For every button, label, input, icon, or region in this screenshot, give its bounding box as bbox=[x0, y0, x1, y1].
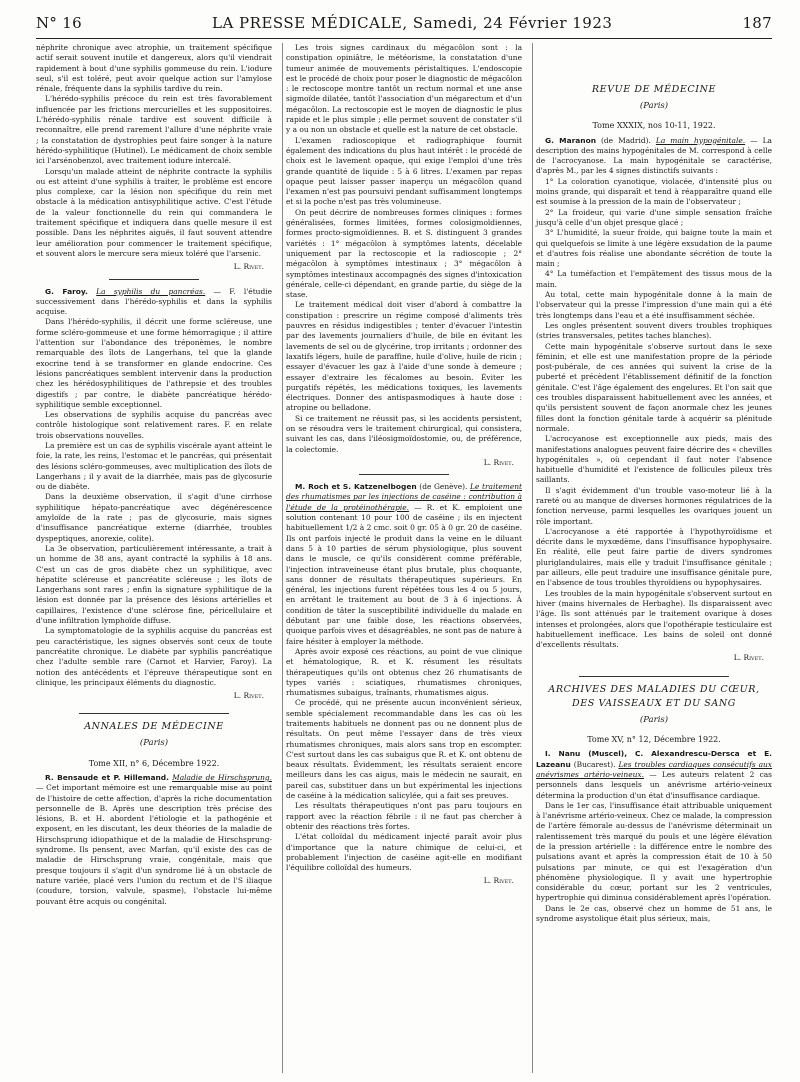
article-title: La main hypogénitale. bbox=[655, 135, 746, 145]
article-text: — Les auteurs relatent 2 cas personnels dans lesquels un anévrisme artério-veineux détermina la production d'un état d'insuffisance cardiaque. bbox=[536, 769, 772, 800]
paragraph: Les trois signes cardinaux du mégacôlon sont : la constipation opiniâtre, le météorisme, la constatation d'une tumeur animée de mouvements péristaltiques. L'endoscopie est le procédé de choix pour poser le diagnostic de mégacôlon : le rectoscope montre tantôt un rectum normal et une anse sigmoïde dilatée, tantôt l'association d'un mégarectum et d'un mégacôlon. La rectoscopie est le moyen de diagnostic le plus rapide et le plus simple ; elle permet souvent de constater s'il y a ou non un obstacle et quelle est la nature de cet obstacle. bbox=[286, 43, 522, 135]
top-spacer bbox=[536, 43, 772, 83]
article-heading bbox=[36, 287, 272, 318]
paragraph: 3° L'humidité, la sueur froide, qui baigne toute la main et qui quelquefois se limite à une légère exsudation de la paume et d'autres fois réalise une abondante sécrétion de toute la main ; bbox=[536, 228, 772, 269]
article-place: (de Madrid). bbox=[601, 135, 651, 145]
column-2 bbox=[286, 43, 522, 1073]
separator bbox=[359, 474, 449, 475]
paragraph: Dans l'hérédo-syphilis, il décrit une forme scléreuse, une forme scléro-gommeuse et une forme hémorragique ; il attire l'attention sur l'abondance des tréponèmes, le nombre remarquable des îlots de Langerhans, tel que la glande exocrine tend à se transformer en glande endocrine. Ces lésions pancréatiques semblent intervenir dans la production chez les hérédosyphilitiques de l'athrepsie et des troubles digestifs ; par contre, le diabète pancréatique hérédo-syphilitique semble exceptionnel. bbox=[36, 317, 272, 409]
article-text: — La description des mains hypogénitales de M. correspond à celle de l'acrocyanose. La main hypogénitale se caractérise, d'après M., par les 4 signes distinctifs suivants : bbox=[536, 135, 772, 176]
journal-place: (Paris) bbox=[639, 714, 669, 725]
paragraph: Au total, cette main hypogénitale donne à la main de l'observateur qui la presse l'impression d'une main qui a été très longtemps dans l'eau et a été insuffisamment séchée. bbox=[536, 290, 772, 320]
paragraph: La symptomatologie de la syphilis acquise du pancréas est peu caractéristique, les signes observés sont ceux de toute pancréatite chronique. Le diabète par syphilis pancréatique chez l'adulte semble rare (Carnot et Harvier, Faroy). La notion des antécédents et l'épreuve thérapeutique sont en clinique, les principaux éléments du diagnostic. bbox=[36, 626, 272, 687]
article-author: R. Bensaude et P. Hillemand. bbox=[45, 773, 169, 782]
signature: L. Rivet. bbox=[233, 691, 264, 701]
article-author: M. Roch et S. Katzenelbogen bbox=[295, 482, 417, 492]
journal-name: REVUE DE MÉDECINE bbox=[591, 84, 717, 95]
paragraph: 4° La tuméfaction et l'empâtement des tissus mous de la main. bbox=[536, 269, 772, 289]
article-heading bbox=[286, 482, 522, 647]
paragraph: Les résultats thérapeutiques n'ont pas paru toujours en rapport avec la réaction fébrile : il ne faut pas chercher à obtenir des réactions très fortes. bbox=[286, 801, 522, 831]
journal-name-line-2: DES VAISSEAUX ET DU SANG bbox=[572, 697, 736, 709]
paragraph: L'examen radioscopique et radiographique fournit également des indications du plus haut intérêt : le procédé de choix est le lavement opaque, qui exige l'emploi d'une très grande quantité de liquide : 5 à 6 litres. L'examen par repas opaque peut laisser passer inaperçu un mégacôlon quand l'examen n'est pas poursuivi pendant suffisamment longtemps et si la poche n'est pas très volumineuse. bbox=[286, 135, 522, 207]
column-rule bbox=[282, 43, 283, 1073]
article-heading bbox=[36, 773, 272, 907]
journal-title: LA PRESSE MÉDICALE, Samedi, 24 Février 1923 bbox=[212, 14, 613, 32]
paragraph: néphrite chronique avec atrophie, un traitement spécifique actif serait souvent inutile et dangereux, alors qu'il viendrait rapidement à bout d'une syphilis gommeuse du rein. L'iodure seul, s'il est toléré, peut avoir quelque action sur l'amylose rénale, fréquente dans la syphilis tardive du rein. bbox=[36, 43, 272, 94]
article-text: — R. et K. emploient une solution contenant 10 pour 100 de caséine ; ils en injectent habituellement 1/2 à 2 cmc. soit 0 gr. 05 à 0 gr. 20 de caséine. Ils ont parfois injecté le produit dans la veine en le diluant dans 5 à 10 parties de sérum physiologique, plus souvent dans le muscle, ce qu'ils considèrent comme préférable, l'injection intraveineuse étant plus brutale, plus choquante, sans donner de résultats thérapeutiques supérieurs. En général, les injections furent répétées tous les 4 ou 5 jours, en arrêtant le traitement au bout de 3 à 6 injections. À condition de tâter la susceptibilité individuelle du malade en débutant par une faible dose, les réactions observées, quoique parfois vives et désagréables, ne sont pas de nature à faire hésiter à employer la méthode. bbox=[286, 502, 522, 646]
column-rule bbox=[532, 43, 533, 1073]
column-1 bbox=[36, 43, 272, 1073]
article-title: Maladie de Hirschsprung. bbox=[172, 773, 272, 782]
header-rule bbox=[36, 38, 772, 39]
signature: L. Rivet. bbox=[483, 457, 514, 467]
article-text: — Cet important mémoire est une remarquable mise au point de l'histoire de cette affection, d'après la riche documentation personnelle de B. Après une description très précise des lésions, B. et H. abordent l'étiologie et la pathogénie et exposent, en les discutant, les deux théories de la maladie de Hirschsprung idiopathique et de la maladie de Hirschsprung-syndrome. Ils pensent, avec Marfan, qu'il existe des cas de maladie de Hirschsprung vraie, congénitale, mais que presque toujours il s'agit d'un syndrome lié à un obstacle de nature variée, placé vers l'union du rectum et de l'S iliaque (coudure, torsion, valvule, spasme), l'obstacle lui-même pouvant être acquis ou congénital. bbox=[36, 783, 272, 906]
paragraph: Dans la deuxième observation, il s'agit d'une cirrhose syphilitique hépato-pancréatique avec dégénérescence amyloïde de la rate ; pas de glycosurie, mais signes d'insuffisance pancréatique externe (diarrhée, troubles dyspeptiques, anorexie, colite). bbox=[36, 492, 272, 543]
paragraph: Cette main hypogénitale s'observe surtout dans le sexe féminin, et elle est une manifestation propre de la période post-pubérale, de ces années qui suivent la crise de la puberté et précèdent l'établissement définitif de la fonction génitale. C'est l'âge également des engelures. Et l'on sait que ces troubles disparaissent habituellement avec les années, et qu'ils persistent souvent de façon anormale chez les jeunes filles dont la fonction génitale tarde à acquérir sa plénitude normale. bbox=[536, 341, 772, 433]
paragraph: Dans le 2e cas, observé chez un homme de 51 ans, le syndrome asystolique était plus sérieux, mais, bbox=[536, 903, 772, 924]
journal-name-line-1: ARCHIVES DES MALADIES DU CŒUR, bbox=[548, 683, 760, 695]
journal-name: ANNALES DE MÉDECINE bbox=[84, 721, 224, 733]
article-author: I. Nanu (Muscel), C. Alexandrescu-Dersca et E. Lazeanu bbox=[536, 749, 772, 769]
journal-volume: Tome XV, n° 12, Décembre 1922. bbox=[587, 735, 721, 745]
article-title: Les troubles cardiaques consécutifs aux anévrismes artério-veineux. bbox=[536, 759, 772, 779]
journal-volume: Tome XXXIX, nos 10-11, 1922. bbox=[592, 121, 716, 131]
signature: L. Rivet. bbox=[733, 653, 764, 663]
paragraph: Le traitement médical doit viser d'abord à combattre la constipation : prescrire un régime composé d'aliments très pauvres en résidus indigestibles ; tenter d'évacuer l'intestin par des lavements journaliers d'huile, de bile en évitant les lavements de sel ou de glycérine, trop irritants ; ordonner des laxatifs légers, huile de paraffine, huile d'olive, huile de ricin ; essayer d'évacuer les gaz à l'aide d'une sonde à demeure ; essayer d'extraire les fécalomes au besoin. Éviter les purgatifs répétés, les médications toxiques, les lavements électriques. Donner des antispasmodiques à haute dose : atropine ou belladone. bbox=[286, 300, 522, 413]
article-title: La syphilis du pancréas. bbox=[96, 286, 206, 296]
article-author: G. Faroy. bbox=[45, 286, 88, 296]
paragraph: La 3e observation, particulièrement intéressante, a trait à un homme de 38 ans, ayant contracté la syphilis à 18 ans. C'est un cas de gros diabète chez un syphilitique, avec hépatite scléreuse et pancréatite scléreuse ; les îlots de Langerhans sont rares ; enfin la signature syphilitique de la lésion est donnée par la présence des lésions artérielles et capillaires, l'existence d'une sclérose fine, péricellulaire et d'une infiltration lymphoïde diffuse. bbox=[36, 543, 272, 626]
journal-place: (Paris) bbox=[639, 101, 669, 111]
page-header bbox=[36, 14, 772, 32]
journal-place: (Paris) bbox=[139, 738, 169, 749]
paragraph: Dans le 1er cas, l'insuffisance était attribuable uniquement à l'anévrisme artério-veineux. Chez ce malade, la compression de l'artère fémorale au-dessus de l'anévrisme déterminait un ralentissement très marqué du pouls et une légère élévation de la pression artérielle : la différence entre le nombre des pulsations avant et après la compression était de 10 à 50 pulsations par minute, ce qui est l'exagération d'un phénomène physiologique. Il y avait une hypertrophie considérable du cœur, portant sur les 2 ventricules, hypertrophie qui diminua considérablement après l'opération. bbox=[536, 800, 772, 903]
article-heading bbox=[536, 749, 772, 800]
article-place: (Bucarest). bbox=[573, 759, 616, 769]
columns bbox=[36, 43, 772, 1073]
paragraph: Les troubles de la main hypogénitale s'observent surtout en hiver (mains hivernales de Herbaghe). Ils disparaissent avec l'âge. Ils sont atténués par le traitement ovarique à doses intenses et prolongées, alors que l'opothérapie testiculaire est habituellement inefficace. Les bains de soleil ont donné d'excellents résultats. bbox=[536, 588, 772, 650]
paragraph: Ce procédé, qui ne présente aucun inconvénient sérieux, semble spécialement recommandable dans les cas où les traitements habituels ne donnent pas ou ne donnent plus de résultats. On peut même l'essayer dans de très vieux rhumatismes chroniques, mais alors sans trop en escompter. C'est surtout dans les cas subaigus que R. et K. ont obtenu de beaux résultats. Évidemment, les résultats seraient encore meilleurs dans les cas aigus, mais le médecin ne saurait, en pareil cas, substituer dans un but expérimental les injections de caséine à la médication salicylée, qui a fait ses preuves. bbox=[286, 698, 522, 801]
issue-number: N° 16 bbox=[36, 14, 82, 32]
article-author: G. Maranon bbox=[545, 135, 596, 145]
separator bbox=[109, 279, 199, 280]
article-heading bbox=[536, 136, 772, 177]
paragraph: Il s'agit évidemment d'un trouble vaso-moteur lié à la rareté ou au manque de diverses hormones régulatrices de la fonction nerveuse, parmi lesquelles les ovariques jouent un rôle important. bbox=[536, 485, 772, 526]
paragraph: 2° La froideur, qui varie d'une simple sensation fraîche jusqu'à celle d'un objet presque glacé ; bbox=[536, 207, 772, 227]
paragraph: On peut décrire de nombreuses formes cliniques : formes généralisées, formes limitées, formes colosigmoïdiennes, formes procto-sigmoïdiennes. B. et S. distinguent 3 grandes variétés : 1° mégacôlon à symptômes latents, décelable uniquement par la rectoscopie et la radioscopie ; 2° mégacôlon à symptômes intestinaux ; 3° mégacôlon à symptômes intestinaux accompagnés des signes d'intoxication générale, celle-ci dépendant, en grande partie, du siège de la stase. bbox=[286, 207, 522, 300]
journal-volume: Tome XII, n° 6, Décembre 1922. bbox=[88, 758, 220, 768]
paragraph: L'hérédo-syphilis précoce du rein est très favorablement influencée par les frictions mercurielles et les suppositoires. L'hérédo-syphilis rénale tardive est souvent difficile à reconnaître, elle prend rarement l'allure d'une néphrite vraie ; la constatation de dystrophies peut faire songer à la nature hérédo-syphilitique (Hutinel). Le médicament de choix semble ici l'arsénobenzol, avec traitement iodure intercalé. bbox=[36, 94, 272, 166]
paragraph: Après avoir exposé ces réactions, au point de vue clinique et hématologique, R. et K. résument les résultats thérapeutiques qu'ils ont obtenus chez 26 rhumatisants de types variés : sciatiques, rhumatismes chroniques, rhumatismes subaigus, traînants, rhumatismes aigus. bbox=[286, 646, 522, 698]
paragraph: Lorsqu'un malade atteint de néphrite contracte la syphilis ou est atteint d'une syphilis à traiter, le problème est encore plus complexe, car la lésion non spécifique du rein met obstacle à la médication antisyphilitique active. C'est l'étude de la valeur fonctionnelle du rein qui commandera le traitement spécifique et indiquera dans quelle mesure il est possible. Dans les néphrites aiguës, il faut souvent attendre leur amélioration pour commencer le traitement spécifique, et souvent alors le mercure sera mieux toléré que l'arsenic. bbox=[36, 166, 272, 258]
paragraph: 1° La coloration cyanotique, violacée, d'intensité plus ou moins grande, qui disparaît et tend à réapparaître quand elle est soumise à la pression de la main de l'observateur ; bbox=[536, 176, 772, 207]
paragraph: Si ce traitement ne réussit pas, si les accidents persistent, on se résoudra vers le traitement chirurgical, qui consistera, suivant les cas, dans l'iléosigmoïdostomie, ou, de préférence, la colectomie. bbox=[286, 413, 522, 454]
separator bbox=[79, 713, 229, 714]
column-3 bbox=[536, 43, 772, 1073]
paragraph: L'acrocyanose est exceptionnelle aux pieds, mais des manifestations analogues peuvent faire décrire des « chevilles hypogénitales », où cependant il faut noter l'absence habituelle d'humidité et l'existence de follicules pileux très saillants. bbox=[536, 434, 772, 485]
paragraph: La première est un cas de syphilis viscérale ayant atteint le foie, la rate, les reins, l'estomac et le pancréas, qui présentait des lésions scléro-gommeuses, avec multiplication des îlots de Langerhans ; il y avait de la diarrhée, mais pas de glycosurie ou de diabète. bbox=[36, 440, 272, 492]
signature: L. Rivet. bbox=[483, 876, 514, 886]
signature: L. Rivet. bbox=[233, 262, 264, 272]
paragraph: Les ongles présentent souvent divers troubles trophiques (stries transversales, petites taches blanches). bbox=[536, 320, 772, 341]
paragraph: L'acrocyanose a été rapportée à l'hypothyroïdisme et décrite dans le myxœdème, dans l'insuffisance hypophysaire. En réalité, elle peut faire partie de divers syndromes pluriglandulaires, mais elle y traduit l'insuffisance génitale ; par ailleurs, elle peut traduire une insuffisance génitale pure, en l'absence de tous troubles thyroïdiens ou hypophysaires. bbox=[536, 526, 772, 588]
article-title: Le traitement des rhumatismes par les injections de caséine : contribution à l'étude de la protéinothérapie. bbox=[286, 482, 522, 512]
paragraph: Les observations de syphilis acquise du pancréas avec contrôle histologique sont relativement rares. F. en relate trois observations nouvelles. bbox=[36, 410, 272, 440]
article-place: (de Genève). bbox=[419, 482, 468, 492]
separator bbox=[579, 676, 729, 677]
paragraph: L'état colloïdal du médicament injecté paraît avoir plus d'importance que la nature chimique de celui-ci, et probablement l'injection de caséine agit-elle en modifiant l'équilibre colloïdal des humeurs. bbox=[286, 832, 522, 873]
page-number: 187 bbox=[742, 14, 772, 32]
article-intro: — F. l'étudie successivement dans l'hérédo-syphilis et dans la syphilis acquise. bbox=[36, 286, 273, 317]
